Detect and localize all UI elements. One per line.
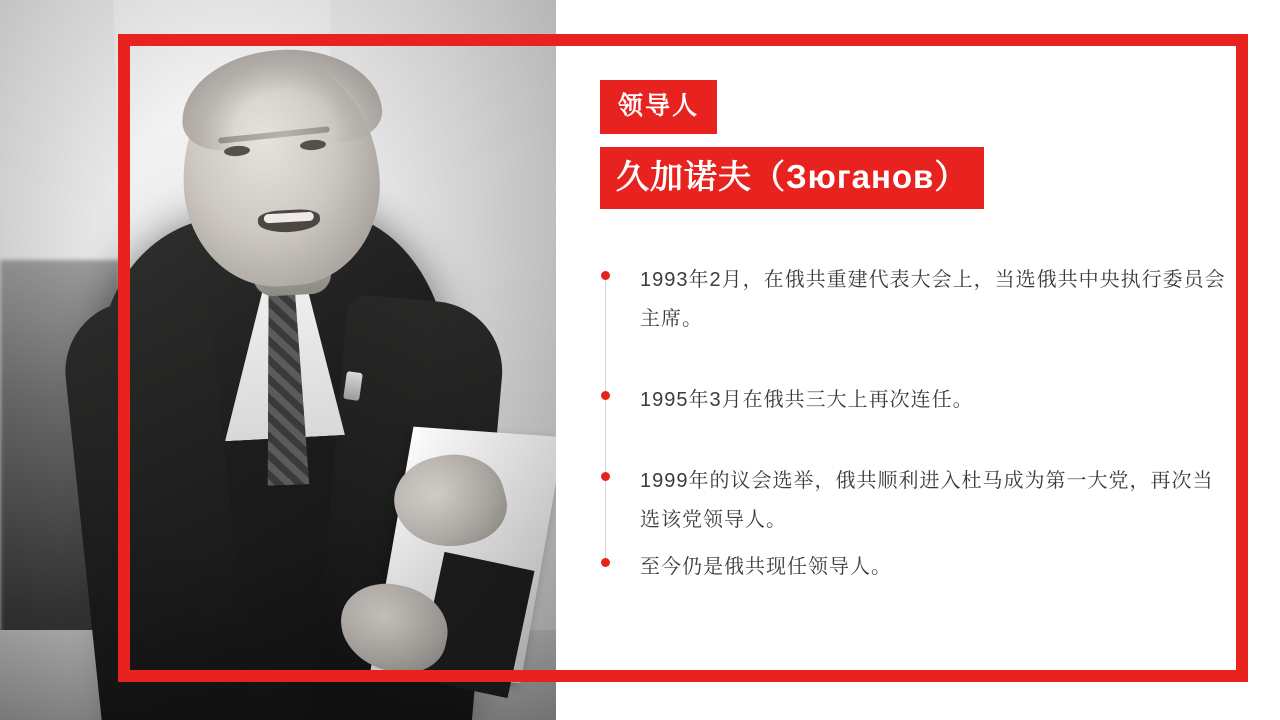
bullet-dot-icon: [601, 271, 610, 280]
content-area: [600, 80, 1230, 640]
section-tag: 领导人: [600, 80, 717, 134]
bullet-dot-icon: [601, 472, 610, 481]
list-item: [640, 381, 1230, 420]
list-item-text: 1999年的议会选举，俄共顺利进入杜马成为第一大党，再次当选该党领导人。: [640, 470, 1214, 531]
page-title: 久加诺夫（Зюганов）: [600, 147, 984, 209]
list-item-text: 至今仍是俄共现任领导人。: [640, 556, 892, 578]
list-item-text: 1995年3月在俄共三大上再次连任。: [640, 389, 974, 411]
list-item: [640, 261, 1230, 339]
list-item: [640, 462, 1230, 540]
list-item: [640, 548, 1230, 587]
bullet-list: [600, 261, 1230, 587]
bullet-dot-icon: [601, 391, 610, 400]
leader-photo: [0, 0, 556, 720]
list-item-text: 1993年2月，在俄共重建代表大会上，当选俄共中央执行委员会主席。: [640, 269, 1226, 330]
bullet-dot-icon: [601, 558, 610, 567]
